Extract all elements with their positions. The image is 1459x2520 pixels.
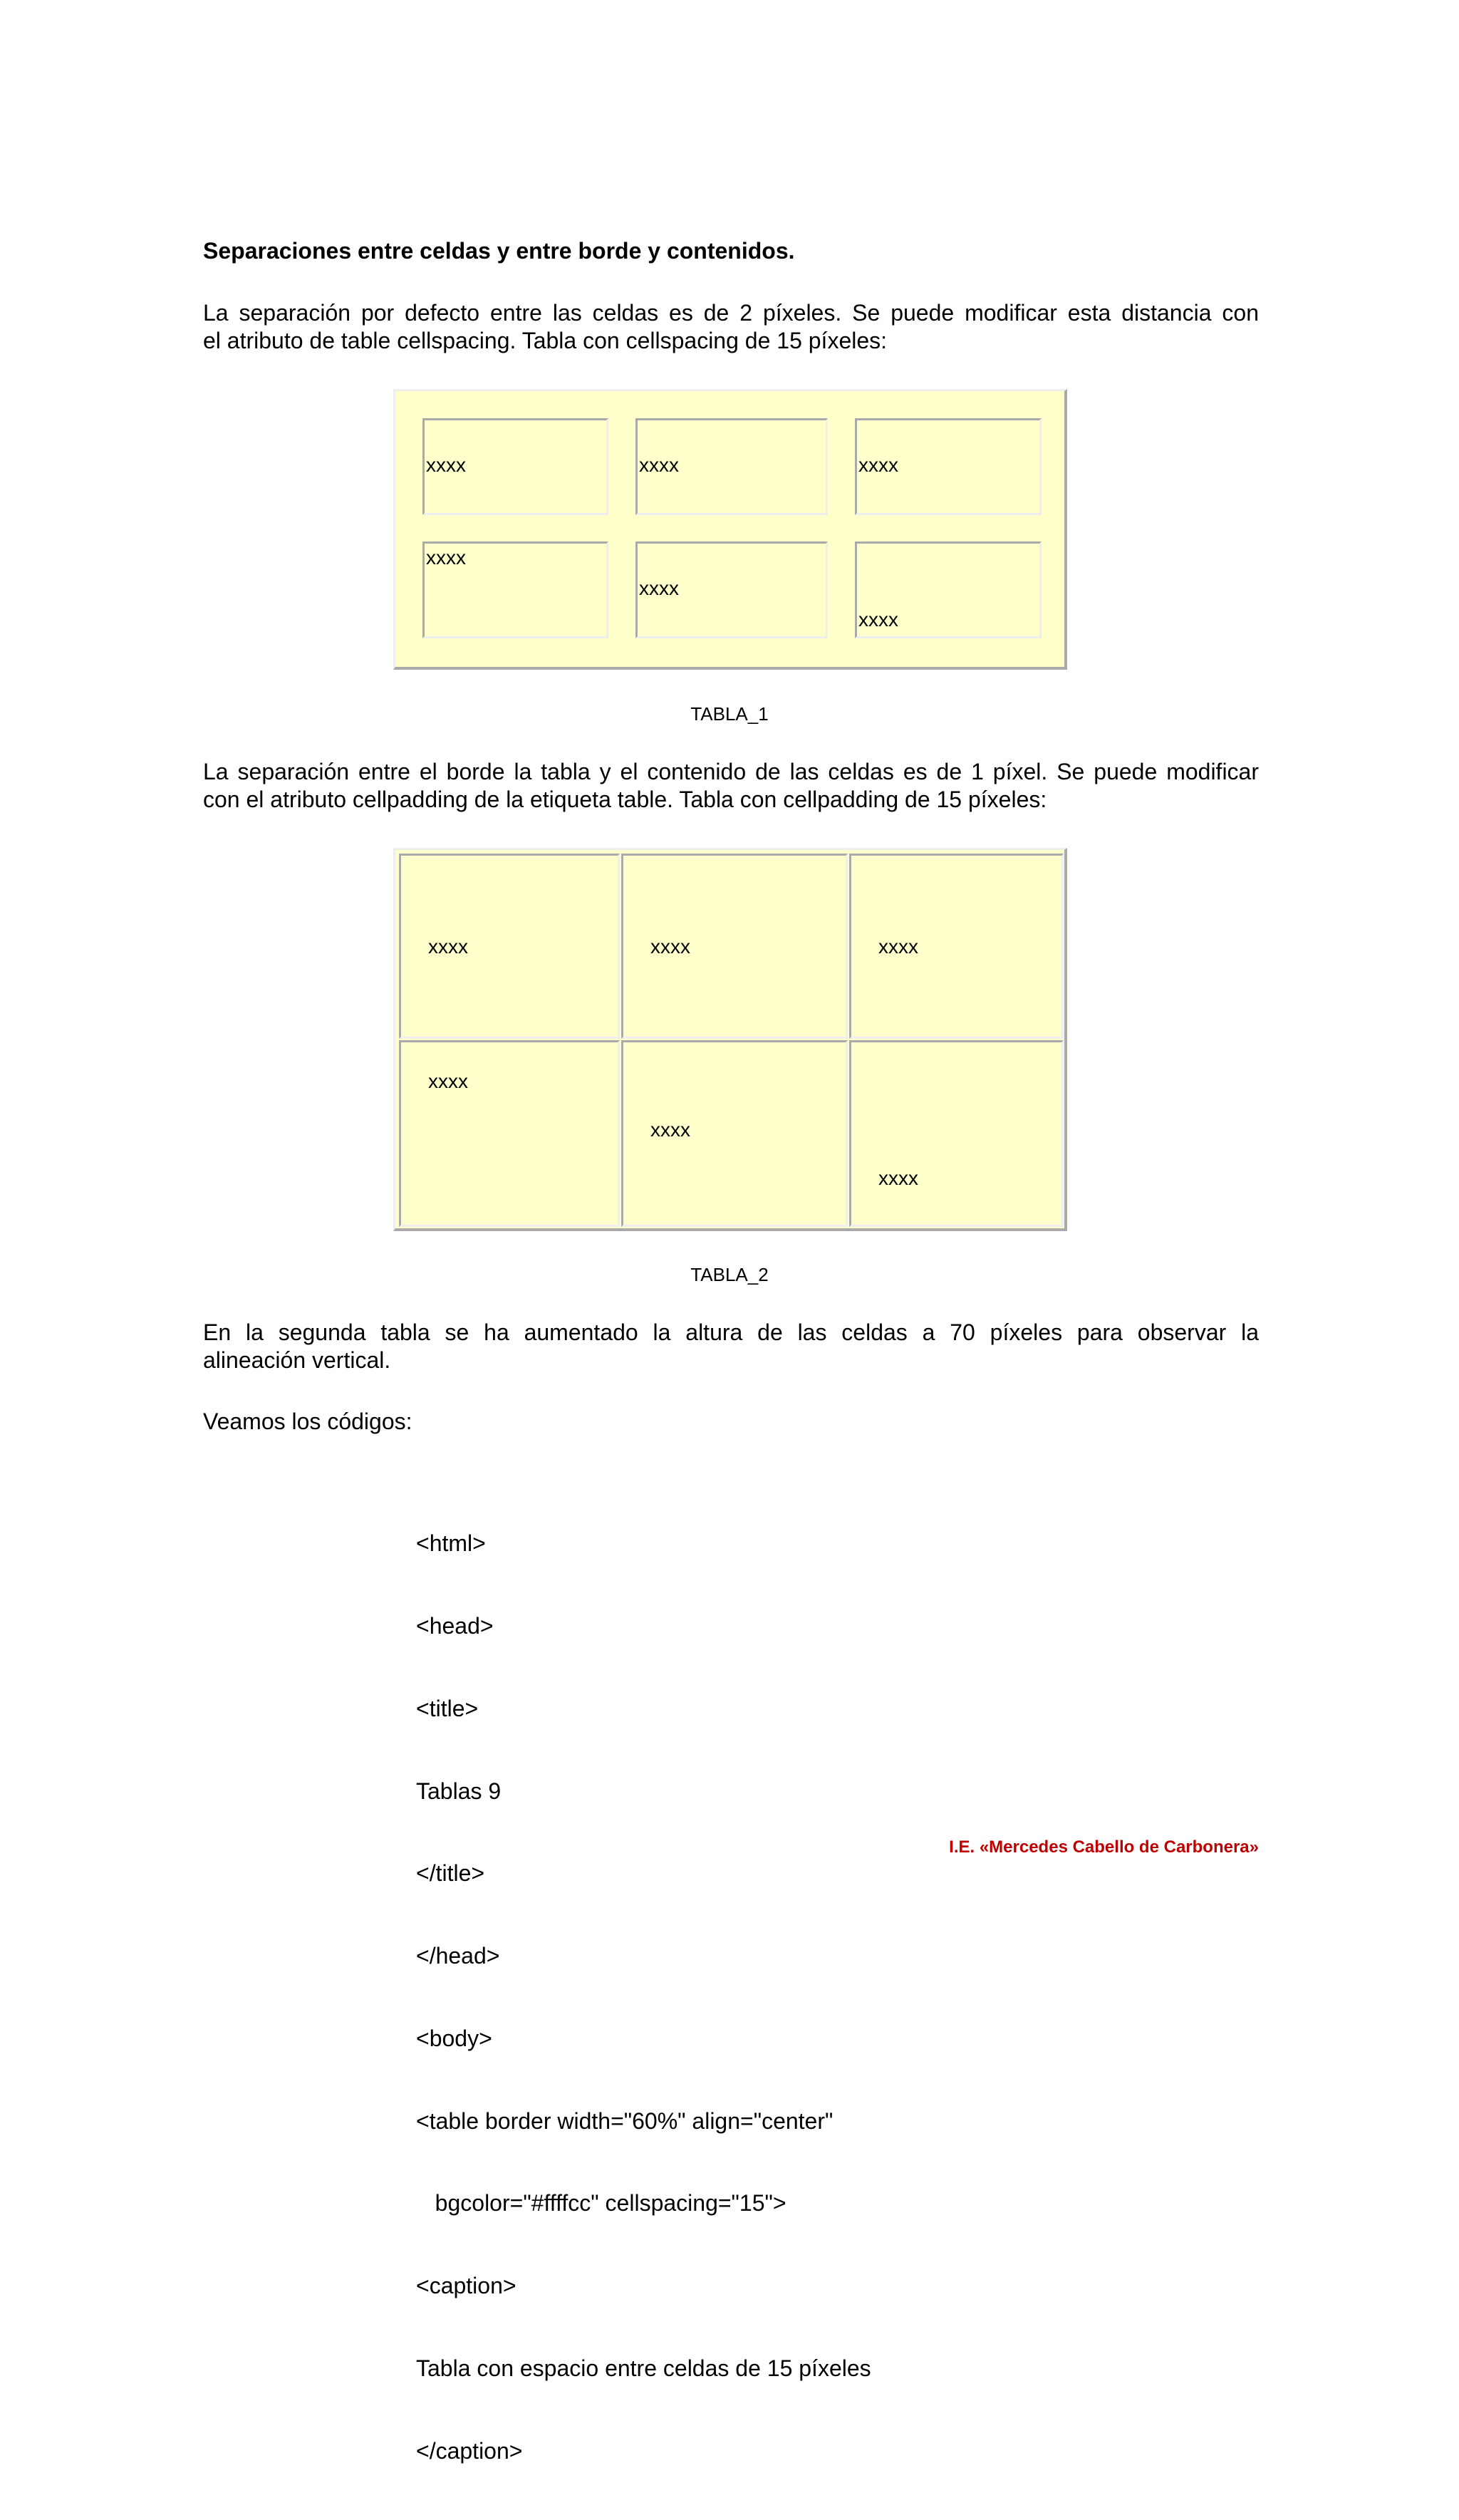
cell-text: xxxx	[428, 1070, 468, 1092]
cell-text: xxxx	[858, 608, 898, 631]
code-line: </caption>	[416, 2437, 523, 2464]
code-line: <html>	[416, 1530, 486, 1557]
code-line: <table border width="60%" align="center"	[416, 2107, 834, 2134]
table-cell	[635, 418, 828, 515]
table-cell	[855, 541, 1042, 638]
school-footer: I.E. «Mercedes Cabello de Carbonera»	[949, 1837, 1259, 1857]
paragraph-line: La separación entre el borde la tabla y el contenido de las celdas es de 1 píxel. Se puede modificar	[203, 759, 1259, 784]
table-caption: TABLA_1	[690, 703, 769, 725]
table-cell	[399, 1040, 620, 1227]
paragraph-vertical-alignment	[203, 1319, 1259, 1374]
table-cell	[635, 541, 828, 638]
code-line: </title>	[416, 1860, 485, 1887]
table-cell	[849, 854, 1064, 1039]
cell-text: xxxx	[639, 454, 679, 476]
table-cell	[422, 418, 608, 515]
table-cell	[855, 418, 1042, 515]
table-cell	[399, 854, 620, 1039]
section-heading: Separaciones entre celdas y entre borde y contenidos.	[203, 238, 795, 264]
example-table-cellspacing	[393, 389, 1067, 670]
paragraph-cellspacing	[203, 299, 1259, 355]
table-cell	[621, 1040, 848, 1227]
example-table-cellpadding	[393, 848, 1067, 1231]
cell-text: xxxx	[858, 454, 898, 476]
code-line: <body>	[416, 2025, 492, 2051]
cell-text: xxxx	[878, 935, 918, 958]
code-listing	[416, 1475, 1057, 2520]
paragraph-cellpadding	[203, 758, 1259, 814]
table-caption: TABLA_2	[690, 1264, 769, 1285]
code-line: Tablas 9	[416, 1778, 502, 1804]
paragraph-codes-intro: Veamos los códigos:	[203, 1409, 412, 1434]
paragraph-line: En la segunda tabla se ha aumentado la altura de las celdas a 70 píxeles para observar la	[203, 1319, 1259, 1345]
paragraph-line: el atributo de table cellspacing. Tabla con cellspacing de 15 píxeles:	[203, 328, 888, 353]
paragraph-line: con el atributo cellpadding de la etiqueta table. Tabla con cellpadding de 15 píxeles:	[203, 787, 1047, 812]
code-line: bgcolor="#ffffcc" cellspacing="15">	[416, 2190, 786, 2216]
code-line: <caption>	[416, 2273, 516, 2299]
cell-text: xxxx	[428, 935, 468, 958]
cell-text: xxxx	[650, 935, 690, 958]
cell-text: xxxx	[650, 1119, 690, 1141]
cell-text: xxxx	[426, 454, 466, 476]
code-line: Tabla con espacio entre celdas de 15 píxeles	[416, 2355, 871, 2381]
cell-text: xxxx	[878, 1167, 918, 1189]
code-line: <title>	[416, 1695, 479, 1721]
cell-text: xxxx	[639, 577, 679, 599]
code-line: <head>	[416, 1612, 494, 1639]
cell-text: xxxx	[426, 546, 466, 569]
paragraph-line: alineación vertical.	[203, 1347, 391, 1373]
table-cell	[422, 541, 608, 638]
table-cell	[849, 1040, 1064, 1227]
table-cell	[621, 854, 848, 1039]
code-line: </head>	[416, 1943, 500, 1969]
paragraph-line: La separación por defecto entre las celdas es de 2 píxeles. Se puede modificar esta distancia con	[203, 300, 1259, 326]
